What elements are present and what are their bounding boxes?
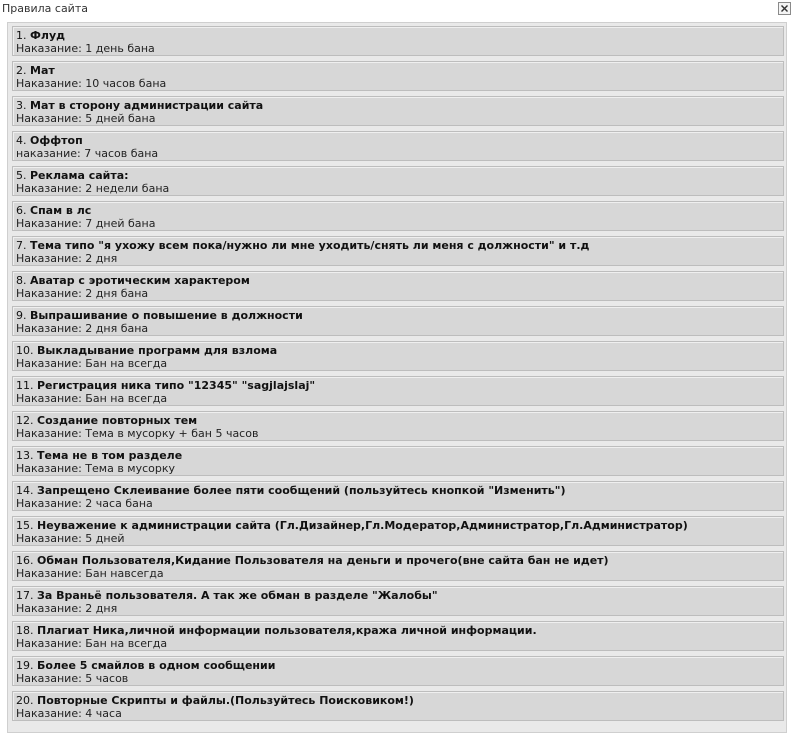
rule-penalty: Наказание: 4 часа (16, 707, 122, 720)
rule-name: Мат в сторону администрации сайта (30, 99, 264, 112)
rule-item (12, 271, 784, 301)
rule-penalty: Наказание: Бан навсегда (16, 567, 164, 580)
rule-name: Тема не в том разделе (37, 449, 183, 462)
rule-item (12, 341, 784, 371)
rule-name: Неуважение к администрации сайта (Гл.Дизайнер,Гл.Модератор,Администратор,Гл.Администратор) (37, 519, 688, 532)
rule-number: 9. (16, 309, 27, 322)
rules-panel (7, 22, 787, 733)
rule-penalty: Наказание: 2 недели бана (16, 182, 170, 195)
rule-item (12, 306, 784, 336)
rule-penalty: Наказание: Тема в мусорку + бан 5 часов (16, 427, 259, 440)
rule-title (16, 554, 609, 567)
rule-item (12, 621, 784, 651)
rule-item (12, 481, 784, 511)
rule-item (12, 201, 784, 231)
rule-item (12, 61, 784, 91)
rule-penalty: Наказание: Тема в мусорку (16, 462, 176, 475)
rule-name: Повторные Скрипты и файлы.(Пользуйтесь Поисковиком!) (37, 694, 414, 707)
rule-title (16, 309, 303, 322)
rule-number: 12. (16, 414, 34, 427)
window-title: Правила сайта (2, 2, 88, 15)
rules-list (12, 26, 784, 726)
rule-number: 15. (16, 519, 34, 532)
rule-penalty: наказание: 7 часов бана (16, 147, 159, 160)
rule-number: 11. (16, 379, 34, 392)
rule-item (12, 656, 784, 686)
rule-name: За Враньё пользователя. А так же обман в разделе "Жалобы" (37, 589, 438, 602)
rule-item (12, 131, 784, 161)
rule-title (16, 519, 688, 532)
rule-name: Флуд (30, 29, 66, 42)
rule-title (16, 239, 589, 252)
rule-name: Оффтоп (30, 134, 83, 147)
rule-penalty: Наказание: 5 часов (16, 672, 129, 685)
rule-penalty: Наказание: 2 дня (16, 602, 118, 615)
rule-title (16, 589, 438, 602)
rule-item (12, 26, 784, 56)
close-icon (780, 4, 789, 13)
rule-number: 10. (16, 344, 34, 357)
rule-title (16, 134, 83, 147)
rule-penalty: Наказание: Бан на всегда (16, 392, 168, 405)
rule-number: 20. (16, 694, 34, 707)
rule-name: Плагиат Ника,личной информации пользователя,кража личной информации. (37, 624, 537, 637)
rule-name: Выкладывание программ для взлома (37, 344, 278, 357)
rule-item (12, 551, 784, 581)
rule-title (16, 624, 537, 637)
rule-number: 2. (16, 64, 27, 77)
rule-name: Мат (30, 64, 55, 77)
rule-title (16, 169, 129, 182)
rule-penalty: Наказание: 2 дня бана (16, 287, 149, 300)
rule-number: 8. (16, 274, 27, 287)
rule-title (16, 64, 55, 77)
rule-penalty: Наказание: 2 дня бана (16, 322, 149, 335)
rule-number: 7. (16, 239, 27, 252)
rule-penalty: Наказание: 1 день бана (16, 42, 155, 55)
rule-name: Тема типо "я ухожу всем пока/нужно ли мне уходить/снять ли меня с должности" и т.д (30, 239, 590, 252)
rule-name: Запрещено Склеивание более пяти сообщений (пользуйтесь кнопкой "Изменить") (37, 484, 566, 497)
rule-number: 18. (16, 624, 34, 637)
rule-number: 17. (16, 589, 34, 602)
rule-number: 3. (16, 99, 27, 112)
rule-name: Спам в лс (30, 204, 92, 217)
rule-item (12, 516, 784, 546)
rule-penalty: Наказание: 2 дня (16, 252, 118, 265)
rule-title (16, 204, 91, 217)
rule-number: 14. (16, 484, 34, 497)
rule-title (16, 414, 197, 427)
rule-item (12, 376, 784, 406)
rule-number: 5. (16, 169, 27, 182)
rule-title (16, 29, 65, 42)
rule-title (16, 274, 250, 287)
rule-penalty: Наказание: Бан на всегда (16, 637, 168, 650)
rule-name: Аватар с эротическим характером (30, 274, 250, 287)
rule-title (16, 344, 277, 357)
rule-title (16, 659, 275, 672)
window-titlebar (0, 0, 794, 19)
rule-name: Регистрация ника типо "12345" "sagjlajslaj" (37, 379, 316, 392)
rule-name: Реклама сайта: (30, 169, 129, 182)
rule-number: 1. (16, 29, 27, 42)
rule-name: Создание повторных тем (37, 414, 198, 427)
rule-item (12, 691, 784, 721)
rule-item (12, 96, 784, 126)
close-button[interactable] (778, 2, 791, 15)
rule-title (16, 379, 315, 392)
rule-name: Более 5 смайлов в одном сообщении (37, 659, 276, 672)
rule-item (12, 236, 784, 266)
rule-title (16, 449, 182, 462)
rule-name: Выпрашивание о повышение в должности (30, 309, 303, 322)
rule-number: 4. (16, 134, 27, 147)
rule-penalty: Наказание: 2 часа бана (16, 497, 153, 510)
rule-number: 6. (16, 204, 27, 217)
rule-penalty: Наказание: 5 дней (16, 532, 125, 545)
rule-number: 16. (16, 554, 34, 567)
rule-name: Обман Пользователя,Кидание Пользователя на деньги и прочего(вне сайта бан не идет) (37, 554, 609, 567)
rule-title (16, 99, 263, 112)
rule-title (16, 484, 566, 497)
rule-number: 13. (16, 449, 34, 462)
rule-penalty: Наказание: 10 часов бана (16, 77, 167, 90)
rule-item (12, 166, 784, 196)
rule-item (12, 446, 784, 476)
rule-penalty: Наказание: 7 дней бана (16, 217, 156, 230)
rule-item (12, 586, 784, 616)
rule-title (16, 694, 414, 707)
rule-penalty: Наказание: 5 дней бана (16, 112, 156, 125)
rule-item (12, 411, 784, 441)
rule-penalty: Наказание: Бан на всегда (16, 357, 168, 370)
rule-number: 19. (16, 659, 34, 672)
